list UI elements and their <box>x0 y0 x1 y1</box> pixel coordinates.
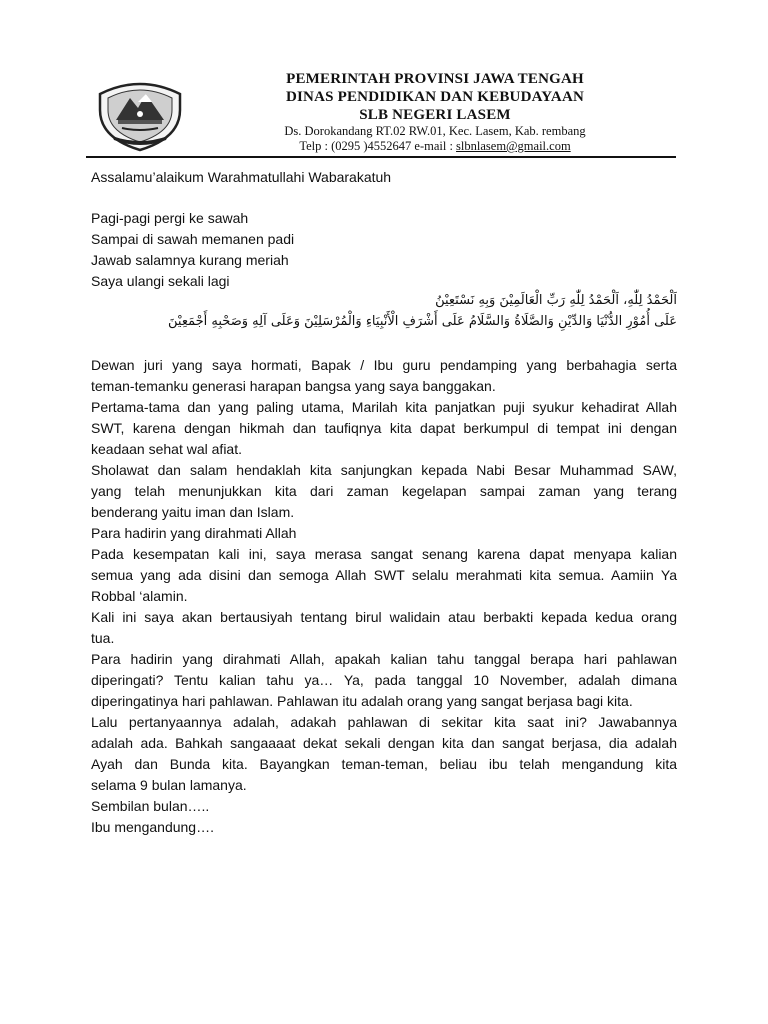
paragraph-8-line-2: adalah ada. Bahkah sangaaaat dekat sekali dengan kita dan sangat berjasa, dia adalah <box>91 735 677 751</box>
paragraph-6-line-1: Kali ini saya akan bertausiyah tentang birul walidain atau berbakti kepada kedua orang <box>91 609 677 625</box>
greeting: Assalamu’alaikum Warahmatullahi Wabarakatuh <box>91 169 392 185</box>
arabic-line-2: عَلَى أُمُوْرِ الدُّنْيَا وَالدِّيْنِ وَالصَّلَاةُ وَالسَّلَامُ عَلَى أَشْرَفِ الْأَنْبِيَاءِ وَالْمُرْسَلِيْنَ وَعَلَى آلِهِ وَصَحْبِهِ أَجْمَعِيْنَ <box>168 314 677 329</box>
paragraph-8-line-4: selama 9 bulan lamanya. <box>91 777 247 793</box>
paragraph-2-line-1: Pertama-tama dan yang paling utama, Marilah kita panjatkan puji syukur kehadirat Allah <box>91 399 677 415</box>
paragraph-3-line-3: benderang yaitu iman dan Islam. <box>91 504 295 520</box>
paragraph-8-line-1: Lalu pertanyaannya adalah, adakah pahlawan di sekitar kita saat ini? Jawabannya <box>91 714 677 730</box>
paragraph-4: Para hadirin yang dirahmati Allah <box>91 525 297 541</box>
pantun-line-4: Saya ulangi sekali lagi <box>91 273 230 289</box>
paragraph-5-line-1: Pada kesempatan kali ini, saya merasa sangat senang karena dapat menyapa kalian <box>91 546 677 562</box>
paragraph-3-line-1: Sholawat dan salam hendaklah kita sanjungkan kepada Nabi Besar Muhammad SAW, <box>91 462 677 478</box>
letterhead-line-2: DINAS PENDIDIKAN DAN KEBUDAYAAN <box>285 89 585 105</box>
letterhead-line-1: PEMERINTAH PROVINSI JAWA TENGAH <box>286 71 584 87</box>
paragraph-5-line-2: semua yang ada disini dan semoga Allah SWT selalu merahmati kita semua. Aamiin Ya <box>91 567 677 583</box>
paragraph-2-line-3: keadaan sehat wal afiat. <box>91 441 242 457</box>
letterhead-divider <box>86 156 676 158</box>
paragraph-1-line-2: teman-temanku generasi harapan bangsa yang saya banggakan. <box>91 378 496 394</box>
letterhead-line-3: SLB NEGERI LASEM <box>359 107 511 123</box>
arabic-line-1: اَلْحَمْدُ لِلّٰهِ، اَلْحَمْدُ لِلّٰهِ رَبِّ الْعَالَمِيْنَ وَبِهِ نَسْتَعِيْنُ <box>435 293 677 308</box>
jawa-tengah-crest-icon <box>94 72 186 152</box>
pantun-line-2: Sampai di sawah memanen padi <box>91 231 295 247</box>
paragraph-7-line-3: diperingatinya hari pahlawan. Pahlawan itu adalah orang yang sangat berjasa bagi kita. <box>91 693 633 709</box>
paragraph-2-line-2: SWT, karena dengan hikmah dan taufiqnya kita dapat berkumpul di tempat ini dengan <box>91 420 677 436</box>
paragraph-7-line-2: diperingati? Tentu kalian tahu ya… Ya, pada tanggal 10 November, adalah dimana <box>91 672 677 688</box>
paragraph-7-line-1: Para hadirin yang dirahmati Allah, apakah kalian tahu tanggal berapa hari pahlawan <box>91 651 677 667</box>
paragraph-10: Ibu mengandung…. <box>91 819 214 835</box>
contact-phone: Telp : (0295 )4552647 e-mail : <box>299 139 457 153</box>
letterhead-contact <box>190 139 680 154</box>
paragraph-3-line-2: yang telah menunjukkan kita dari zaman kegelapan sampai zaman yang terang <box>91 483 677 499</box>
paragraph-1-line-1: Dewan juri yang saya hormati, Bapak / Ibu guru pendamping yang berbahagia serta <box>91 357 677 373</box>
letterhead-text <box>190 70 680 154</box>
contact-email: slbnlasem@gmail.com <box>456 139 571 153</box>
paragraph-6-line-2: tua. <box>91 630 115 646</box>
paragraph-9: Sembilan bulan….. <box>91 798 210 814</box>
paragraph-8-line-3: Ayah dan Bunda kita. Bayangkan teman-teman, beliau ibu telah mengandung kita <box>91 756 677 772</box>
paragraph-5-line-3: Robbal ‘alamin. <box>91 588 188 604</box>
letterhead-address: Ds. Dorokandang RT.02 RW.01, Kec. Lasem, Kab. rembang <box>284 124 586 138</box>
pantun-line-1: Pagi-pagi pergi ke sawah <box>91 210 249 226</box>
pantun-line-3: Jawab salamnya kurang meriah <box>91 252 289 268</box>
letterhead <box>86 66 680 158</box>
